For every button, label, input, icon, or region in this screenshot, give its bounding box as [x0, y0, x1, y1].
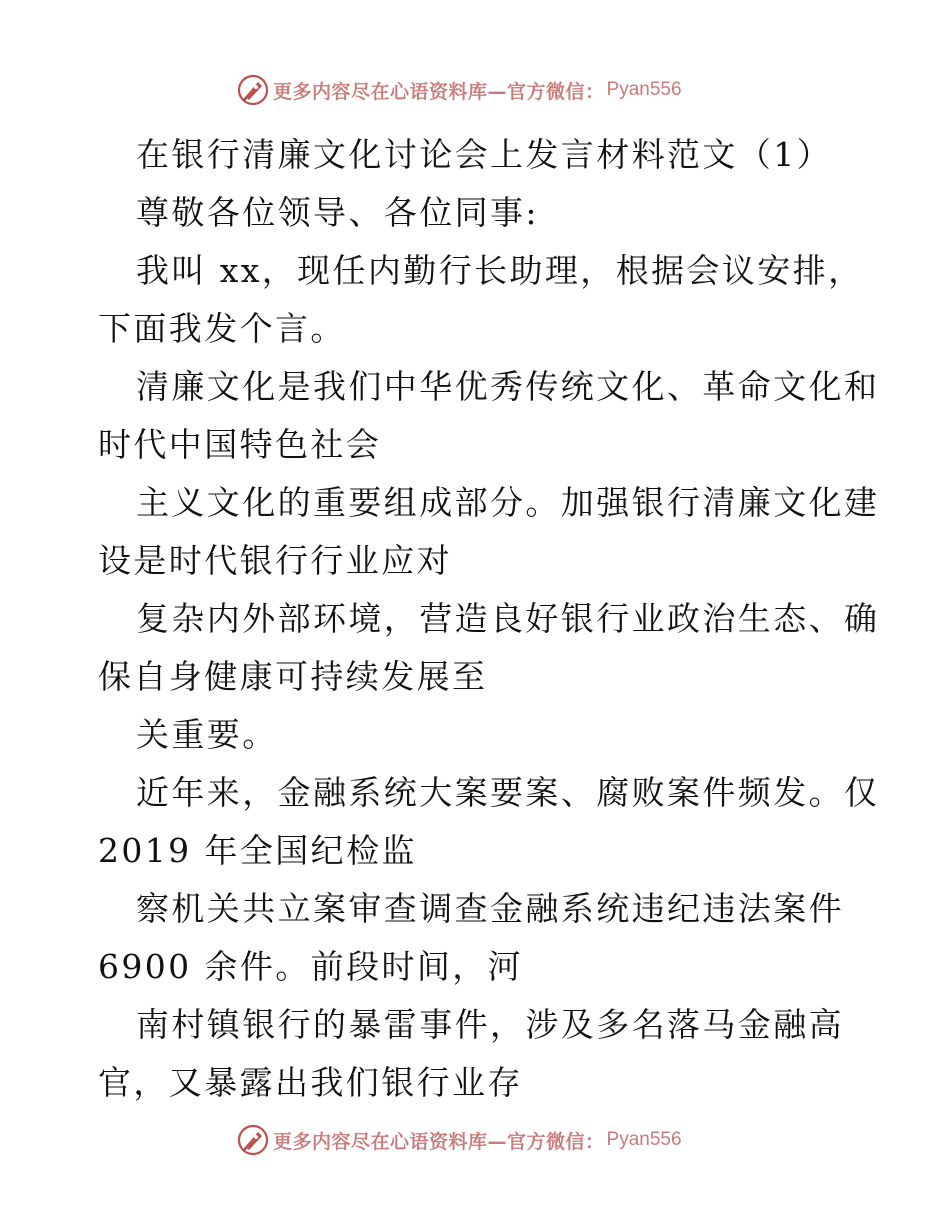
text-line: 关重要。 — [136, 715, 278, 754]
text-line: 南村镇银行的暴雷事件，涉及多名落马金融高 — [136, 1005, 844, 1044]
pen-nib-logo-icon — [236, 1123, 270, 1157]
watermark-wechat-id: Pyan556 — [606, 79, 682, 100]
text-line: 2019 年全国纪检监 — [98, 831, 417, 870]
text-line: 近年来，金融系统大案要案、腐败案件频发。仅 — [136, 773, 880, 812]
pen-nib-logo-icon — [236, 73, 270, 107]
text-line: 时代中国特色社会 — [98, 425, 382, 464]
text-line: 清廉文化是我们中华优秀传统文化、革命文化和 — [136, 367, 880, 406]
text-line: 6900 余件。前段时间，河 — [98, 947, 524, 986]
text-line: 下面我发个言。 — [98, 309, 346, 348]
document-body — [98, 126, 878, 1112]
document-title: 在银行清廉文化讨论会上发言材料范文（1） — [136, 135, 832, 174]
text-line: 察机关共立案审查调查金融系统违纪违法案件 — [136, 889, 844, 928]
footer-watermark — [236, 1123, 682, 1157]
text-line: 设是时代银行行业应对 — [98, 541, 452, 580]
watermark-text: 更多内容尽在心语资料库—官方微信： — [273, 1130, 605, 1153]
header-watermark — [236, 73, 682, 107]
text-line: 主义文化的重要组成部分。加强银行清廉文化建 — [136, 483, 880, 522]
salutation: 尊敬各位领导、各位同事: — [136, 193, 539, 232]
text-line: 复杂内外部环境，营造良好银行业政治生态、确 — [136, 599, 880, 638]
watermark-text: 更多内容尽在心语资料库—官方微信： — [273, 80, 605, 103]
watermark-wechat-id: Pyan556 — [606, 1129, 682, 1150]
text-line: 官，又暴露出我们银行业存 — [98, 1063, 523, 1102]
text-line: 保自身健康可持续发展至 — [98, 657, 488, 696]
text-line: 我叫 xx，现任内勤行长助理，根据会议安排， — [136, 251, 864, 290]
